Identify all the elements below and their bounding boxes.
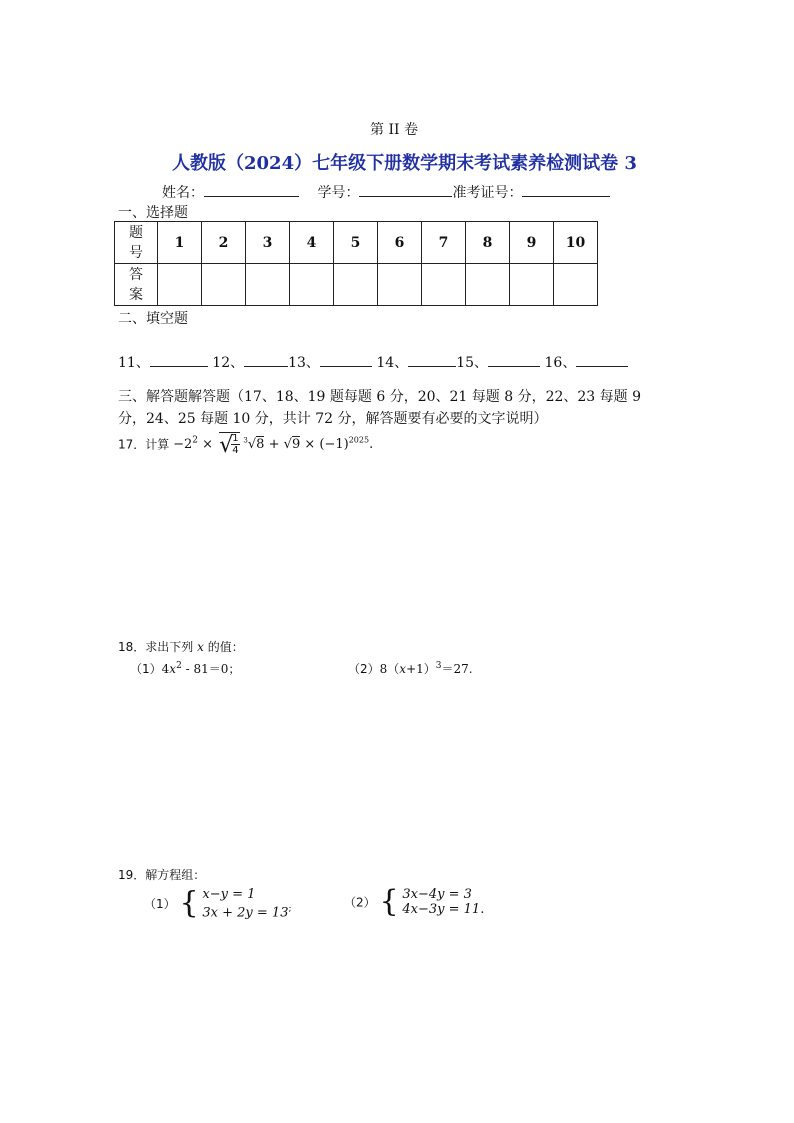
blank-14[interactable] xyxy=(408,352,456,367)
q17-end: . xyxy=(369,437,374,453)
header-char: 题 xyxy=(129,224,143,241)
q19-p1-eq2 xyxy=(202,902,291,920)
fill-item-16: 16、 xyxy=(544,355,577,371)
q18-part2 xyxy=(348,660,473,677)
question-18 xyxy=(118,638,244,655)
q19-part1 xyxy=(144,887,292,920)
header-char: 答 xyxy=(129,266,143,283)
question-number-cell: 6 xyxy=(378,222,422,264)
q18-p2-exp: 3 xyxy=(435,661,442,671)
q19-part2 xyxy=(344,884,485,919)
q18-p2-c: ＝27. xyxy=(441,662,473,676)
frac-den: 4 xyxy=(232,445,239,456)
blank-15[interactable] xyxy=(488,352,540,367)
blank-12[interactable] xyxy=(244,352,288,367)
fill-blank-row xyxy=(118,352,628,372)
q18-p1-coef: 4 xyxy=(161,662,170,676)
q18-p1-x: x xyxy=(169,662,177,676)
q19-p2-eq2 xyxy=(402,902,484,917)
q17-times-neg1: × (−1) xyxy=(304,437,349,453)
q19-p1-end: ; xyxy=(288,904,292,914)
q18-p1-rest: - 81＝0； xyxy=(181,662,241,676)
fill-item-15: 15、 xyxy=(456,355,489,371)
id-label: 学号： xyxy=(317,185,360,201)
answer-cell[interactable] xyxy=(510,264,554,306)
answer-cell[interactable] xyxy=(158,264,202,306)
fill-item-14: 14、 xyxy=(376,355,409,371)
q19-p1-label: （1） xyxy=(144,897,176,912)
q19-p2-eq1: 3x−4y = 3 xyxy=(402,887,472,902)
section2-label: 二、填空题 xyxy=(118,311,188,327)
question-number-cell: 9 xyxy=(510,222,554,264)
q18-suffix: 的值： xyxy=(207,640,244,654)
student-info-row xyxy=(162,182,610,202)
answer-cell[interactable] xyxy=(554,264,598,306)
q17-prefix: 17．计算 xyxy=(118,437,170,452)
answer-cell[interactable] xyxy=(422,264,466,306)
q19-p1-eq2-text: 3x + 2y = 13 xyxy=(202,905,289,921)
exam-no-label: 准考证号： xyxy=(452,185,523,201)
question-number-cell: 1 xyxy=(158,222,202,264)
q18-part1 xyxy=(130,660,240,677)
q19-p2-eq2-text: 4x−3y = 11 xyxy=(402,902,481,917)
section3-line1: 三、解答题解答题（17、18、19 题每题 6 分，20、21 每题 8 分，22、23 每题 9 xyxy=(118,389,642,405)
question-number-cell: 8 xyxy=(466,222,510,264)
question-number-cell: 3 xyxy=(246,222,290,264)
q19-p2-label: （2） xyxy=(344,895,376,910)
id-field[interactable] xyxy=(359,182,452,197)
cube-root-index: 3 xyxy=(243,436,248,445)
q18-p2-x: x xyxy=(399,662,407,676)
q18-var: x xyxy=(197,640,204,654)
cube-root-icon: √ xyxy=(247,437,257,453)
q18-prefix: 18．求出下列 xyxy=(118,640,194,654)
question-number-cell: 2 xyxy=(202,222,246,264)
table-row xyxy=(115,222,598,264)
q18-p2-b: +1） xyxy=(406,662,436,676)
answer-cell[interactable] xyxy=(246,264,290,306)
section3-line2: 分，24、25 每题 10 分，共计 72 分，解答题要有必要的文字说明） xyxy=(118,411,548,427)
row-header-number xyxy=(115,222,158,264)
q18-p2-label: （2） xyxy=(348,662,380,676)
q17-term: −2 xyxy=(173,437,193,453)
blank-13[interactable] xyxy=(320,352,372,367)
radicand-8: 8 xyxy=(256,437,265,453)
q17-plus: + xyxy=(268,437,280,453)
q19-p2-end: . xyxy=(480,902,485,917)
q18-p1-exp: 2 xyxy=(176,661,182,671)
q17-exponent: 2 xyxy=(192,435,199,446)
sqrt-icon: √ xyxy=(283,437,292,453)
blank-11[interactable] xyxy=(150,352,208,367)
fill-item-13: 13、 xyxy=(288,355,320,371)
volume-label: 第 II 卷 xyxy=(370,122,418,138)
q17-times: × xyxy=(202,437,214,453)
fill-item-12: 12、 xyxy=(212,355,245,371)
sqrt-fraction xyxy=(219,432,239,456)
frac-num: 1 xyxy=(232,433,239,444)
answer-cell[interactable] xyxy=(378,264,422,306)
name-field[interactable] xyxy=(204,182,299,197)
header-char: 号 xyxy=(129,244,143,261)
q19-p1-eq1: x−y = 1 xyxy=(202,887,256,902)
question-number-cell: 7 xyxy=(422,222,466,264)
answer-cell[interactable] xyxy=(290,264,334,306)
row-header-answer xyxy=(115,264,158,306)
exam-no-field[interactable] xyxy=(522,182,610,197)
answer-cell[interactable] xyxy=(334,264,378,306)
name-label: 姓名： xyxy=(162,185,204,201)
header-char: 案 xyxy=(129,286,143,303)
section1-label: 一、选择题 xyxy=(118,205,188,221)
question-number-cell: 4 xyxy=(290,222,334,264)
answer-cell[interactable] xyxy=(466,264,510,306)
q17-exp-2025: 2025 xyxy=(348,435,370,445)
radicand-9: 9 xyxy=(291,437,301,453)
question-19: 19．解方程组： xyxy=(118,868,206,882)
q18-p2-a: 8（ xyxy=(379,662,400,676)
question-17 xyxy=(118,432,373,468)
page-title: 人教版（2024）七年级下册数学期末考试素养检测试卷 3 xyxy=(172,153,637,174)
answer-cell[interactable] xyxy=(202,264,246,306)
blank-16[interactable] xyxy=(576,352,628,367)
fill-item-11: 11、 xyxy=(118,355,150,371)
question-number-cell: 5 xyxy=(334,222,378,264)
table-row xyxy=(115,264,598,306)
q18-p1-label: （1） xyxy=(130,662,162,676)
answer-table xyxy=(114,221,598,306)
left-brace-icon: { xyxy=(379,884,399,919)
left-brace-icon: { xyxy=(179,885,199,921)
question-number-cell: 10 xyxy=(554,222,598,264)
radical-sign-icon: √ xyxy=(219,433,234,458)
